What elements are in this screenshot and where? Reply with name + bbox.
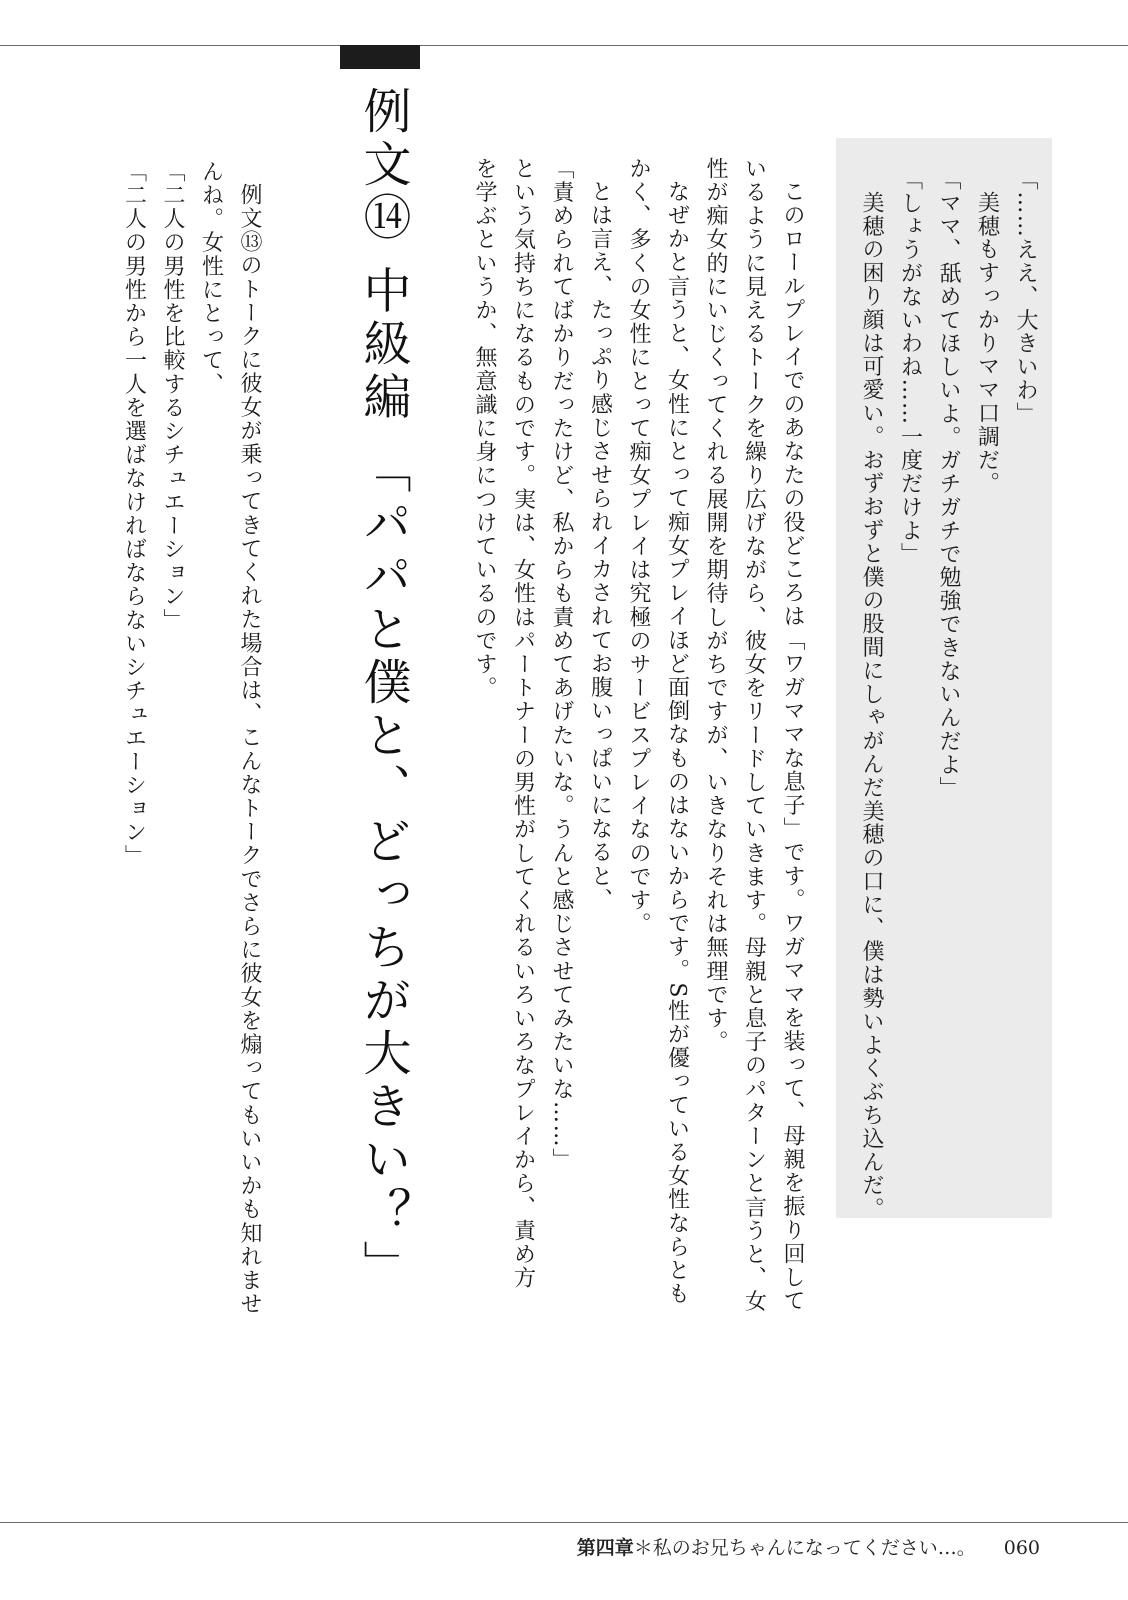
body-line: 「責められてばかりだったけど、私からも責めてあげたいな。うんと感じさせてみたいな……」 (549, 157, 574, 1172)
top-rule (0, 45, 1128, 46)
section-tab-marker (340, 45, 420, 69)
section-text (114, 160, 268, 1316)
body-line: かく、多くの女性にとって痴女プレイは究極のサービスプレイなのです。 (626, 157, 651, 936)
body-text (465, 157, 812, 1313)
bottom-rule (0, 1522, 1128, 1523)
dialogue-line: 「しょうがないわね……一度だけよ」 (897, 168, 923, 566)
section-heading (355, 86, 411, 1293)
body-line: を学ぶというか、無意識に身につけているのです。 (472, 157, 497, 700)
footer-separator: ＊ (633, 1537, 653, 1559)
section-heading-text: 例文⑭ 中級編 「パパと僕と、どっちが大きい？」 (355, 86, 411, 1293)
section-line: 例文⑬のトークに彼女が乗ってきてくれた場合は、こんなトークでさらに彼女を煽ってもいいかも知れませ (237, 183, 262, 1316)
dialogue-line: 「……ええ、大きいわ」 (1013, 168, 1038, 426)
body-line: このロールプレイでのあなたの役どころは「ワガママな息子」です。ワガママを装って、母親を振り回して (780, 180, 805, 1313)
section-line: 「二人の男性から一人を選ばなければならないシチュエーション」 (121, 160, 147, 868)
dialogue-line: 美穂もすっかりママ口調だ。 (974, 191, 1000, 496)
body-line: という気持ちになるものです。実は、女性はパートナーの男性がしてくれるいろいろなプレイから、責め方 (510, 157, 536, 1290)
body-line: なぜかと言うと、女性にとって痴女プレイほど面倒なものはないからです。S性が優っている女性ならとも (664, 180, 690, 1306)
body-line: とは言え、たっぷり感じさせられイカされてお腹いっぱいになると、 (587, 180, 613, 912)
dialogue-text (852, 168, 1045, 1221)
section-line: んね。女性にとって、 (198, 160, 224, 396)
running-footer (577, 1533, 1040, 1560)
body-line: いるように見えるトークを繰り広げながら、彼女をリードしていきます。母親と息子のパターンと言うと、女 (741, 157, 767, 1314)
section-line: 「二人の男性を比較するシチュエーション」 (160, 160, 185, 632)
dialogue-line: 「ママ、舐めてほしいよ。ガチガチで勉強できないんだよ」 (936, 168, 961, 800)
body-line: 性が痴女的にいじくってくれる展開を期待しがちですが、いきなりそれは無理です。 (703, 157, 728, 1054)
chapter-label: 第四章 (576, 1537, 634, 1559)
dialogue-line: 美穂の困り顔は可愛い。おずおずと僕の股間にしゃがんだ美穂の口に、僕は勢いよくぶち込んだ。 (859, 191, 884, 1221)
chapter-title: 私のお兄ちゃんになってください…。 (652, 1537, 976, 1559)
page-number: 060 (1003, 1537, 1040, 1559)
